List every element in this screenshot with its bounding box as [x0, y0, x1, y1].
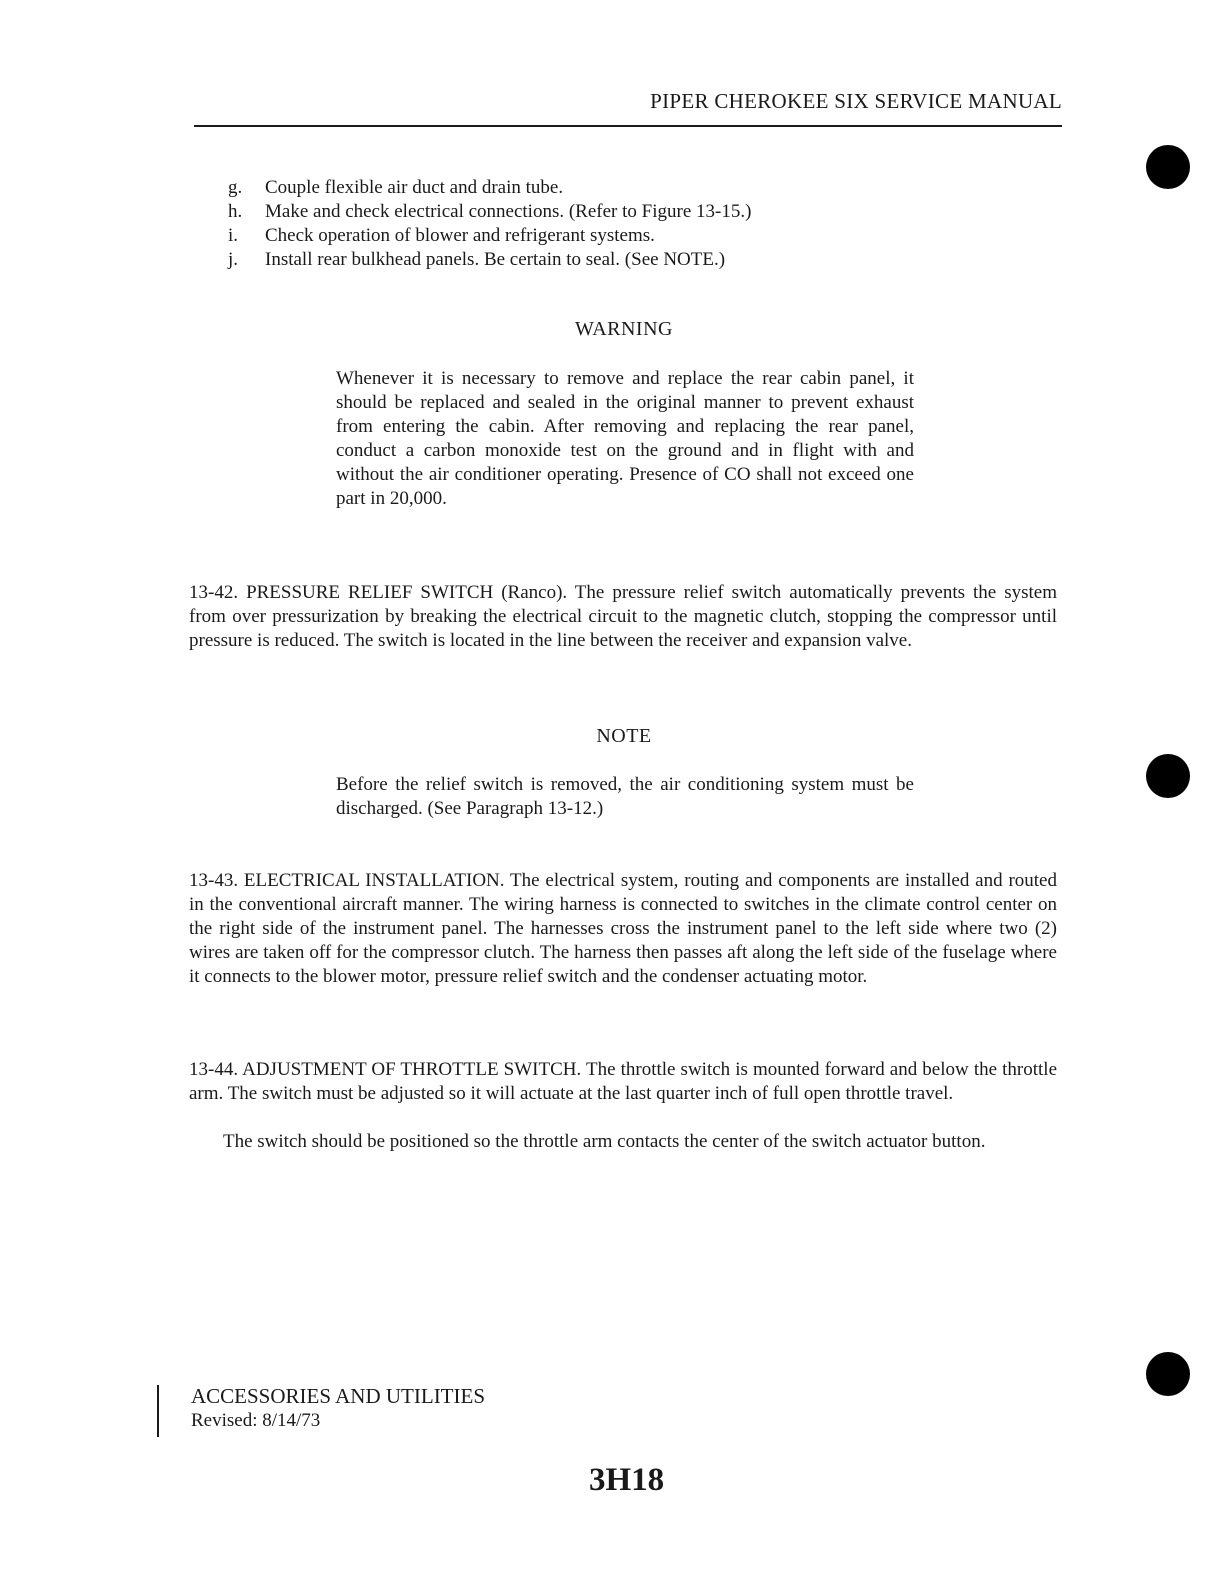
note-body: Before the relief switch is removed, the air conditioning system must be discharged. (See Paragraph 13-12.) [336, 774, 914, 819]
step-letter: g. [228, 177, 243, 198]
header-rule [194, 125, 1062, 127]
binder-hole-bottom [1146, 1352, 1190, 1396]
warning-heading: WARNING [575, 318, 673, 340]
revision-bar [157, 1385, 159, 1437]
step-item [228, 248, 751, 272]
step-letter: h. [228, 201, 243, 222]
procedure-steps [228, 176, 751, 272]
page-code: 3H18 [589, 1462, 665, 1498]
step-text: Make and check electrical connections. (Refer to Figure 13-15.) [265, 201, 752, 222]
binder-hole-middle [1146, 754, 1190, 798]
step-text: Install rear bulkhead panels. Be certain to seal. (See NOTE.) [265, 249, 726, 270]
paragraph-13-42: 13-42. PRESSURE RELIEF SWITCH (Ranco). The pressure relief switch automatically prevents the system from over pressurization by breaking the electrical circuit to the magnetic clutch, stopping the compressor until pressure is reduced. The switch is located in the line between the receiver and expansion valve. [189, 582, 1057, 651]
step-letter: i. [228, 225, 239, 246]
manual-title: PIPER CHEROKEE SIX SERVICE MANUAL [650, 89, 1062, 113]
footer-revision-date: Revised: 8/14/73 [191, 1410, 321, 1431]
step-item [228, 176, 751, 200]
paragraph-13-43: 13-43. ELECTRICAL INSTALLATION. The electrical system, routing and components are installed and routed in the conventional aircraft manner. The wiring harness is connected to switches in the climate control center on the right side of the instrument panel. The harnesses cross the instrument panel to the left side where two (2) wires are taken off for the compressor clutch. The harness then passes aft along the left side of the fuselage where it connects to the blower motor, pressure relief switch and the condenser actuating motor. [189, 870, 1057, 987]
step-text: Couple flexible air duct and drain tube. [265, 177, 564, 198]
step-letter: j. [228, 249, 239, 270]
binder-hole-top [1146, 145, 1190, 189]
step-item [228, 200, 751, 224]
step-text: Check operation of blower and refrigerant systems. [265, 225, 655, 246]
paragraph-13-44-continued: The switch should be positioned so the throttle arm contacts the center of the switch actuator button. [223, 1131, 986, 1152]
step-item [228, 224, 751, 248]
footer-section-title: ACCESSORIES AND UTILITIES [191, 1384, 486, 1408]
paragraph-13-44: 13-44. ADJUSTMENT OF THROTTLE SWITCH. The throttle switch is mounted forward and below the throttle arm. The switch must be adjusted so it will actuate at the last quarter inch of full open throttle travel. [189, 1059, 1057, 1104]
warning-body: Whenever it is necessary to remove and replace the rear cabin panel, it should be replaced and sealed in the original manner to prevent exhaust from entering the cabin. After removing and replacing the rear panel, conduct a carbon monoxide test on the ground and in flight with and without the air conditioner operating. Presence of CO shall not exceed one part in 20,000. [336, 368, 914, 509]
note-heading: NOTE [596, 725, 652, 747]
